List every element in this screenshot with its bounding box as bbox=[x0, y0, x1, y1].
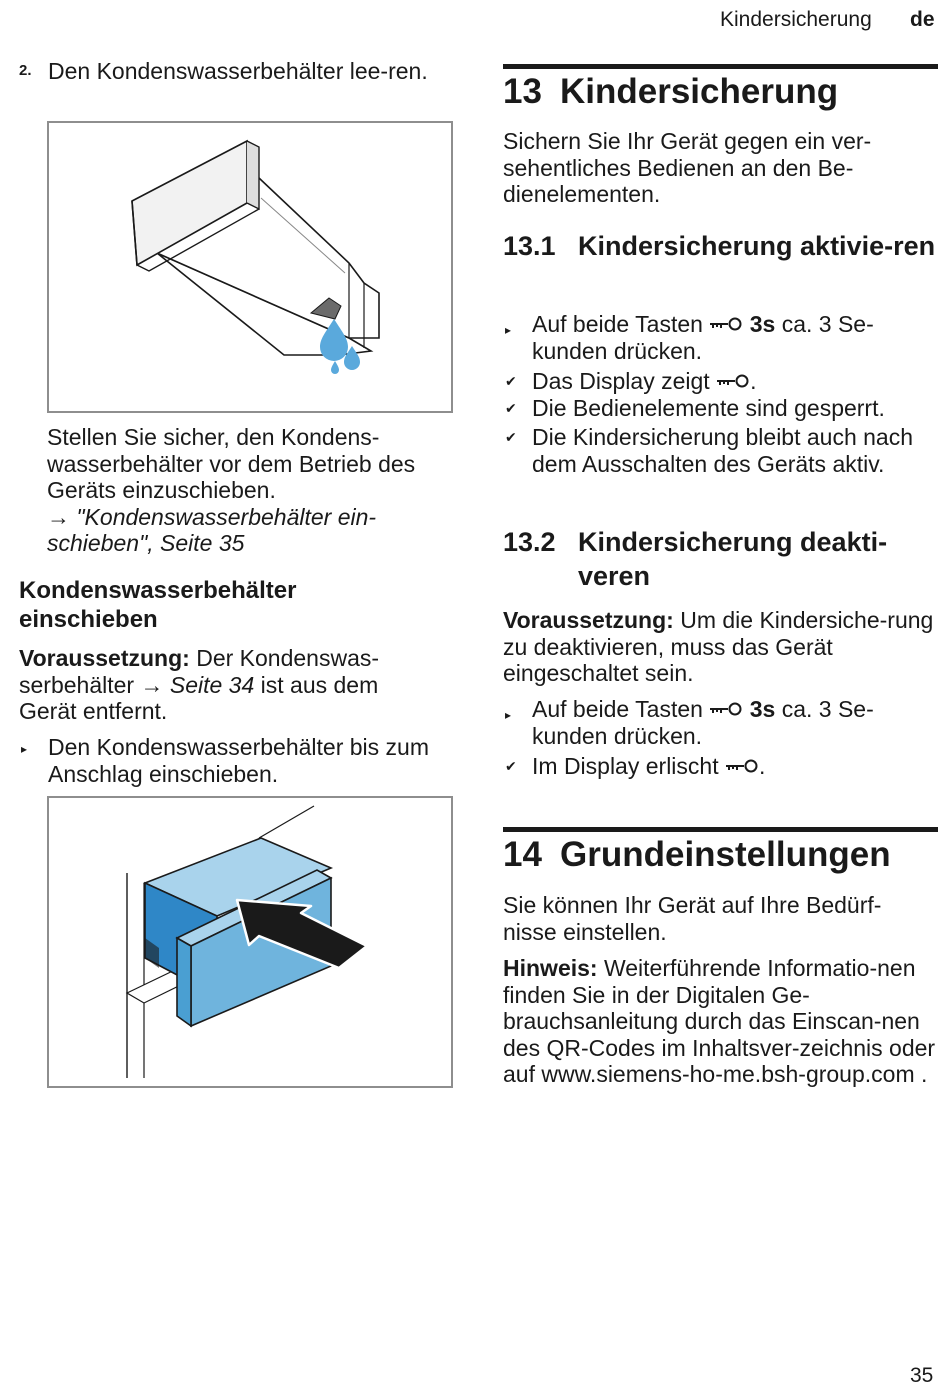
section-number: 13 bbox=[503, 72, 542, 111]
hint-text: Weiterführende Informatio-nen finden Sie in der Digitalen Ge-brauchsanleitung durch das Einscan-nen des QR-Codes im Inhaltsver-zeichnis oder auf www.siemens-ho-me.bsh-group.com . bbox=[503, 955, 936, 1087]
key-icon bbox=[716, 374, 750, 388]
list-item bbox=[503, 696, 943, 749]
prerequisite-arrow: → bbox=[140, 671, 164, 698]
key-icon bbox=[725, 759, 759, 773]
section-title: Kindersicherung bbox=[560, 72, 839, 111]
key-icon bbox=[709, 702, 743, 716]
item-text: Das Display zeigt bbox=[532, 368, 710, 394]
section-heading-14 bbox=[503, 835, 891, 875]
note-paragraph bbox=[47, 424, 447, 557]
header-language: de bbox=[910, 8, 935, 31]
subsection-title: Kindersicherung deakti-veren bbox=[578, 527, 888, 591]
section-rule bbox=[503, 827, 938, 832]
item-text: . bbox=[759, 753, 766, 779]
section-intro: Sie können Ihr Gerät auf Ihre Bedürf-nisse einstellen. bbox=[503, 892, 882, 945]
hint-label: Hinweis: bbox=[503, 955, 598, 981]
step-marker-icon: ▸ bbox=[21, 742, 28, 756]
item-text: Die Bedienelemente sind gesperrt. bbox=[532, 395, 885, 421]
section-heading-13 bbox=[503, 72, 838, 112]
note-crossref-link[interactable]: "Kondenswasserbehälter ein-schieben", Seite 35 bbox=[47, 503, 377, 556]
check-icon: ✔ bbox=[505, 429, 517, 445]
prerequisite-crossref-link[interactable]: Seite 34 bbox=[169, 671, 255, 698]
item-text: Auf beide Tasten bbox=[532, 696, 703, 722]
prerequisite-text: ist aus dem Gerät entfernt. bbox=[19, 671, 379, 724]
note-arrow: → bbox=[47, 503, 70, 530]
key-duration: 3s bbox=[749, 696, 776, 722]
list-item bbox=[503, 311, 943, 364]
list-item bbox=[503, 753, 943, 780]
container-insert-illustration bbox=[49, 798, 451, 1086]
key-duration: 3s bbox=[749, 311, 776, 337]
prerequisite-paragraph bbox=[19, 645, 439, 725]
header-section-title: Kindersicherung bbox=[720, 8, 872, 31]
figure-empty-container bbox=[47, 121, 453, 413]
list-item bbox=[503, 395, 943, 422]
check-icon: ✔ bbox=[505, 373, 517, 389]
subsection-heading-13-1 bbox=[503, 229, 943, 263]
subsection-number: 13.2 bbox=[503, 527, 556, 557]
item-text: Auf beide Tasten bbox=[532, 311, 703, 337]
section-heading-insert bbox=[19, 576, 439, 634]
step-text: Den Kondenswasserbehälter lee-ren. bbox=[48, 58, 428, 84]
hint-paragraph bbox=[503, 955, 938, 1088]
prerequisite-label: Voraussetzung: bbox=[19, 645, 190, 671]
item-text: ca. 3 Se-kunden drücken. bbox=[532, 311, 874, 364]
section-rule bbox=[503, 64, 938, 69]
prerequisite-label: Voraussetzung: bbox=[503, 607, 674, 633]
heading-line: Kondenswasserbehälter bbox=[19, 577, 297, 604]
subsection-heading-13-2 bbox=[503, 525, 943, 593]
subsection-number: 13.1 bbox=[503, 231, 556, 261]
subsection-title: Kindersicherung aktivie-ren bbox=[578, 231, 936, 261]
item-text: ca. 3 Se-kunden drücken. bbox=[532, 696, 874, 749]
figure-insert-container bbox=[47, 796, 453, 1088]
item-text: Die Kindersicherung bleibt auch nach dem Ausschalten des Geräts aktiv. bbox=[532, 424, 914, 477]
step-number: 2. bbox=[19, 62, 32, 79]
item-text: . bbox=[750, 368, 757, 394]
item-text: Im Display erlischt bbox=[532, 753, 719, 779]
prerequisite-paragraph bbox=[503, 607, 943, 687]
list-item bbox=[503, 424, 943, 477]
heading-line: einschieben bbox=[19, 606, 158, 633]
step-text: Den Kondenswasserbehälter bis zum Anschlag einschieben. bbox=[48, 734, 429, 787]
step-marker-icon: ▸ bbox=[505, 323, 512, 337]
list-item bbox=[503, 368, 943, 395]
page-number: 35 bbox=[910, 1364, 934, 1387]
check-icon: ✔ bbox=[505, 758, 517, 774]
check-icon: ✔ bbox=[505, 400, 517, 416]
container-tilted-illustration bbox=[49, 123, 451, 411]
prerequisite-text: Der Kondenswas-serbehälter bbox=[19, 645, 380, 698]
key-icon bbox=[709, 317, 743, 331]
section-title: Grundeinstellungen bbox=[560, 835, 891, 874]
section-number: 14 bbox=[503, 835, 542, 874]
step-marker-icon: ▸ bbox=[505, 708, 512, 722]
note-text: Stellen Sie sicher, den Kondens-wasserbehälter vor dem Betrieb des Geräts einzuschieben. bbox=[47, 424, 416, 503]
section-intro: Sichern Sie Ihr Gerät gegen ein ver-sehentliches Bedienen an den Be-dienelementen. bbox=[503, 128, 872, 207]
prerequisite-text: Um die Kindersiche-rung zu deaktivieren, muss das Gerät eingeschaltet sein. bbox=[503, 607, 934, 686]
